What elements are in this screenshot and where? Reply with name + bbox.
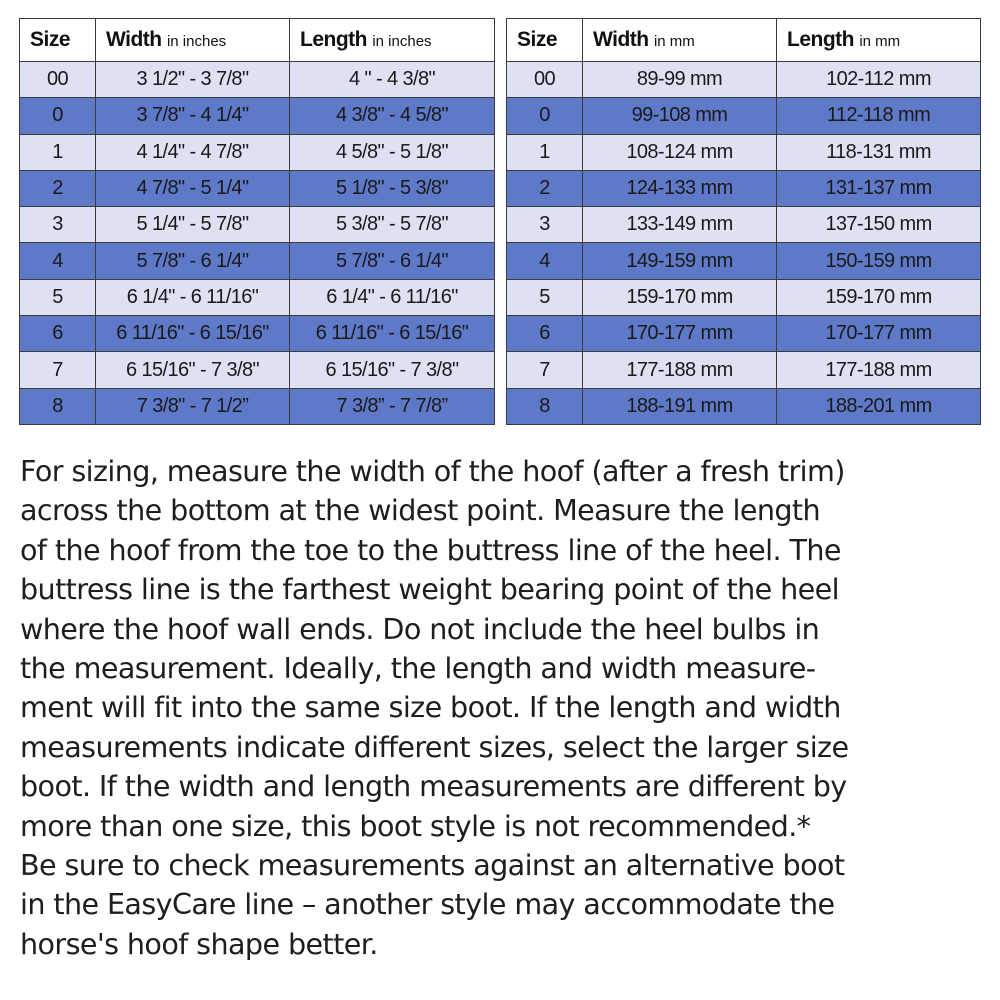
cell-length: 112-118 mm — [777, 98, 981, 134]
header-length-unit: in mm — [859, 33, 901, 50]
header-width: Width in inches — [96, 19, 290, 62]
cell-length: 137-150 mm — [777, 207, 981, 243]
instruction-line: horse's hoof shape better. — [20, 926, 378, 961]
cell-size: 8 — [20, 388, 96, 424]
header-size: Size — [507, 19, 583, 62]
size-chart-mm-table — [506, 18, 981, 425]
cell-width: 149-159 mm — [583, 243, 777, 279]
cell-size: 2 — [507, 170, 583, 206]
table-row — [507, 243, 981, 279]
header-width: Width in mm — [583, 19, 777, 62]
instruction-line: boot. If the width and length measurements are different by — [20, 769, 847, 804]
cell-width: 3 1/2" - 3 7/8" — [96, 62, 290, 98]
header-length-unit: in inches — [372, 33, 432, 50]
cell-length: 6 1/4" - 6 11/16" — [290, 279, 495, 315]
cell-width: 133-149 mm — [583, 207, 777, 243]
cell-length: 7 3/8” - 7 7/8” — [290, 388, 495, 424]
cell-length: 5 7/8" - 6 1/4" — [290, 243, 495, 279]
table-row — [507, 279, 981, 315]
cell-size: 1 — [507, 134, 583, 170]
cell-length: 150-159 mm — [777, 243, 981, 279]
cell-length: 170-177 mm — [777, 316, 981, 352]
header-length: Length in mm — [777, 19, 981, 62]
table-row — [507, 98, 981, 134]
table-body-mm — [507, 62, 981, 425]
header-width-unit: in mm — [653, 33, 695, 50]
cell-size: 0 — [20, 98, 96, 134]
instruction-line: in the EasyCare line – another style may accommodate the — [20, 887, 835, 922]
table-row — [507, 316, 981, 352]
cell-length: 4 5/8" - 5 1/8" — [290, 134, 495, 170]
cell-size: 3 — [507, 207, 583, 243]
table-row — [20, 170, 495, 206]
cell-size: 7 — [20, 352, 96, 388]
header-width-unit: in inches — [166, 33, 227, 50]
table-body-inches — [20, 62, 495, 425]
instruction-line: Be sure to check measurements against an alternative boot — [20, 848, 845, 883]
instruction-line: where the hoof wall ends. Do not include the heel bulbs in — [20, 611, 820, 646]
cell-width: 177-188 mm — [583, 352, 777, 388]
table-row — [20, 98, 495, 134]
cell-width: 4 7/8" - 5 1/4" — [96, 170, 290, 206]
cell-size: 00 — [20, 62, 96, 98]
cell-size: 6 — [507, 316, 583, 352]
cell-size: 5 — [507, 279, 583, 315]
table-header-row — [20, 19, 495, 62]
header-size: Size — [20, 19, 96, 62]
cell-width: 7 3/8" - 7 1/2” — [96, 388, 290, 424]
cell-width: 159-170 mm — [583, 279, 777, 315]
table-row — [20, 279, 495, 315]
cell-size: 1 — [20, 134, 96, 170]
cell-length: 5 3/8" - 5 7/8" — [290, 207, 495, 243]
table-row — [20, 62, 495, 98]
cell-width: 188-191 mm — [583, 388, 777, 424]
instruction-line: ment will fit into the same size boot. If the length and width — [20, 690, 841, 725]
cell-size: 4 — [20, 243, 96, 279]
cell-length: 4 " - 4 3/8" — [290, 62, 495, 98]
cell-width: 6 11/16" - 6 15/16" — [96, 316, 290, 352]
cell-length: 159-170 mm — [777, 279, 981, 315]
table-row — [20, 352, 495, 388]
table-row — [20, 243, 495, 279]
table-row — [20, 134, 495, 170]
instruction-line: For sizing, measure the width of the hoof (after a fresh trim) — [20, 454, 845, 488]
cell-width: 124-133 mm — [583, 170, 777, 206]
table-row — [507, 134, 981, 170]
cell-size: 0 — [507, 98, 583, 134]
cell-width: 5 1/4" - 5 7/8" — [96, 207, 290, 243]
cell-width: 3 7/8" - 4 1/4" — [96, 98, 290, 134]
instruction-line: the measurement. Ideally, the length and width measure- — [20, 651, 816, 686]
sizing-instructions — [20, 452, 985, 964]
cell-width: 4 1/4" - 4 7/8" — [96, 134, 290, 170]
instruction-line: across the bottom at the widest point. Measure the length — [20, 493, 821, 528]
cell-size: 4 — [507, 243, 583, 279]
table-header-row — [507, 19, 981, 62]
cell-length: 6 11/16" - 6 15/16" — [290, 316, 495, 352]
table-row — [507, 352, 981, 388]
cell-size: 8 — [507, 388, 583, 424]
instruction-line: more than one size, this boot style is not recommended.* — [20, 808, 811, 843]
instruction-line: of the hoof from the toe to the buttress line of the heel. The — [20, 532, 841, 567]
cell-length: 102-112 mm — [777, 62, 981, 98]
instruction-line: buttress line is the farthest weight bearing point of the heel — [20, 572, 839, 607]
size-chart-inches-table — [19, 18, 495, 425]
cell-width: 170-177 mm — [583, 316, 777, 352]
cell-width: 6 15/16" - 7 3/8" — [96, 352, 290, 388]
cell-width: 6 1/4" - 6 11/16" — [96, 279, 290, 315]
cell-length: 4 3/8" - 4 5/8" — [290, 98, 495, 134]
cell-width: 108-124 mm — [583, 134, 777, 170]
cell-width: 5 7/8" - 6 1/4" — [96, 243, 290, 279]
cell-length: 177-188 mm — [777, 352, 981, 388]
table-row — [507, 207, 981, 243]
cell-length: 131-137 mm — [777, 170, 981, 206]
cell-size: 6 — [20, 316, 96, 352]
cell-size: 2 — [20, 170, 96, 206]
table-row — [20, 207, 495, 243]
header-length: Length in inches — [290, 19, 495, 62]
cell-length: 5 1/8" - 5 3/8" — [290, 170, 495, 206]
cell-length: 118-131 mm — [777, 134, 981, 170]
table-row — [507, 62, 981, 98]
cell-width: 89-99 mm — [583, 62, 777, 98]
table-row — [20, 316, 495, 352]
cell-size: 5 — [20, 279, 96, 315]
table-row — [20, 388, 495, 424]
cell-length: 6 15/16" - 7 3/8" — [290, 352, 495, 388]
table-row — [507, 388, 981, 424]
instruction-line: measurements indicate different sizes, select the larger size — [20, 729, 849, 764]
cell-width: 99-108 mm — [583, 98, 777, 134]
cell-size: 00 — [507, 62, 583, 98]
cell-length: 188-201 mm — [777, 388, 981, 424]
cell-size: 7 — [507, 352, 583, 388]
table-row — [507, 170, 981, 206]
cell-size: 3 — [20, 207, 96, 243]
